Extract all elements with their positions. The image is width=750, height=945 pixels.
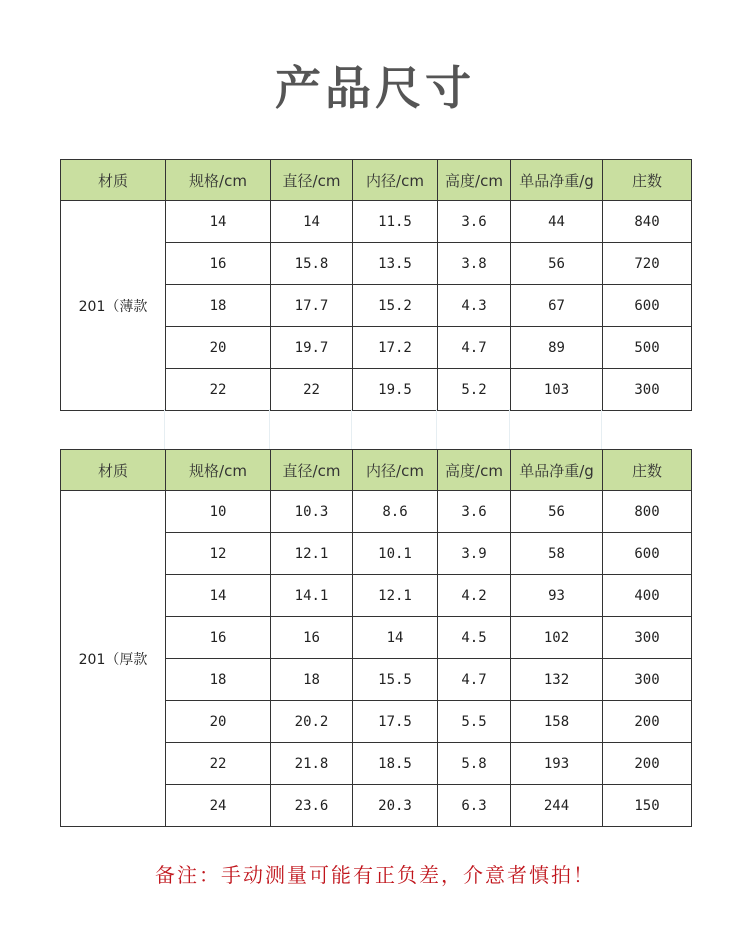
inner-diameter-cell: 20.3 bbox=[353, 785, 438, 827]
header-pack-count: 庄数 bbox=[603, 160, 692, 201]
pack-count-cell: 840 bbox=[603, 201, 692, 243]
height-cell: 5.2 bbox=[438, 369, 511, 411]
header-height: 高度/cm bbox=[438, 450, 511, 491]
pack-count-cell: 720 bbox=[603, 243, 692, 285]
gap-cell bbox=[270, 409, 352, 450]
net-weight-cell: 67 bbox=[511, 285, 603, 327]
pack-count-cell: 500 bbox=[603, 327, 692, 369]
diameter-cell: 23.6 bbox=[271, 785, 353, 827]
table-header-row bbox=[61, 160, 692, 201]
header-material: 材质 bbox=[61, 160, 166, 201]
size-cell: 24 bbox=[166, 785, 271, 827]
net-weight-cell: 132 bbox=[511, 659, 603, 701]
diameter-cell: 12.1 bbox=[271, 533, 353, 575]
size-cell: 22 bbox=[166, 369, 271, 411]
net-weight-cell: 158 bbox=[511, 701, 603, 743]
header-size: 规格/cm bbox=[166, 450, 271, 491]
size-cell: 18 bbox=[166, 659, 271, 701]
table-row bbox=[61, 491, 692, 533]
height-cell: 3.6 bbox=[438, 201, 511, 243]
footnote: 备注：手动测量可能有正负差，介意者慎拍！ bbox=[155, 863, 595, 887]
size-cell: 20 bbox=[166, 327, 271, 369]
inner-diameter-cell: 19.5 bbox=[353, 369, 438, 411]
header-size: 规格/cm bbox=[166, 160, 271, 201]
header-diameter: 直径/cm bbox=[271, 450, 353, 491]
pack-count-cell: 600 bbox=[603, 285, 692, 327]
material-cell: 201（薄款 bbox=[61, 201, 166, 411]
net-weight-cell: 44 bbox=[511, 201, 603, 243]
height-cell: 5.8 bbox=[438, 743, 511, 785]
height-cell: 4.5 bbox=[438, 617, 511, 659]
gap-cell bbox=[602, 409, 691, 450]
size-cell: 16 bbox=[166, 617, 271, 659]
size-cell: 14 bbox=[166, 575, 271, 617]
inner-diameter-cell: 18.5 bbox=[353, 743, 438, 785]
pack-count-cell: 200 bbox=[603, 743, 692, 785]
diameter-cell: 18 bbox=[271, 659, 353, 701]
height-cell: 5.5 bbox=[438, 701, 511, 743]
gap-cell bbox=[60, 409, 165, 450]
diameter-cell: 21.8 bbox=[271, 743, 353, 785]
diameter-cell: 10.3 bbox=[271, 491, 353, 533]
table-row bbox=[61, 201, 692, 243]
net-weight-cell: 89 bbox=[511, 327, 603, 369]
inner-diameter-cell: 14 bbox=[353, 617, 438, 659]
pack-count-cell: 300 bbox=[603, 659, 692, 701]
header-material: 材质 bbox=[61, 450, 166, 491]
net-weight-cell: 244 bbox=[511, 785, 603, 827]
inner-diameter-cell: 12.1 bbox=[353, 575, 438, 617]
inner-diameter-cell: 11.5 bbox=[353, 201, 438, 243]
size-cell: 16 bbox=[166, 243, 271, 285]
pack-count-cell: 600 bbox=[603, 533, 692, 575]
height-cell: 4.3 bbox=[438, 285, 511, 327]
header-net-weight: 单品净重/g bbox=[511, 160, 603, 201]
net-weight-cell: 103 bbox=[511, 369, 603, 411]
size-cell: 22 bbox=[166, 743, 271, 785]
header-net-weight: 单品净重/g bbox=[511, 450, 603, 491]
size-cell: 20 bbox=[166, 701, 271, 743]
diameter-cell: 22 bbox=[271, 369, 353, 411]
table-gap bbox=[60, 409, 691, 450]
inner-diameter-cell: 13.5 bbox=[353, 243, 438, 285]
net-weight-cell: 56 bbox=[511, 491, 603, 533]
inner-diameter-cell: 10.1 bbox=[353, 533, 438, 575]
net-weight-cell: 58 bbox=[511, 533, 603, 575]
diameter-cell: 17.7 bbox=[271, 285, 353, 327]
size-cell: 14 bbox=[166, 201, 271, 243]
height-cell: 4.7 bbox=[438, 659, 511, 701]
inner-diameter-cell: 15.5 bbox=[353, 659, 438, 701]
height-cell: 4.2 bbox=[438, 575, 511, 617]
gap-cell bbox=[510, 409, 602, 450]
size-cell: 18 bbox=[166, 285, 271, 327]
net-weight-cell: 193 bbox=[511, 743, 603, 785]
inner-diameter-cell: 15.2 bbox=[353, 285, 438, 327]
pack-count-cell: 400 bbox=[603, 575, 692, 617]
pack-count-cell: 200 bbox=[603, 701, 692, 743]
size-table-thick bbox=[60, 449, 692, 827]
size-table-thin bbox=[60, 159, 692, 411]
pack-count-cell: 300 bbox=[603, 369, 692, 411]
net-weight-cell: 56 bbox=[511, 243, 603, 285]
header-inner-diameter: 内径/cm bbox=[353, 160, 438, 201]
diameter-cell: 14 bbox=[271, 201, 353, 243]
gap-cell bbox=[352, 409, 437, 450]
inner-diameter-cell: 17.2 bbox=[353, 327, 438, 369]
height-cell: 3.9 bbox=[438, 533, 511, 575]
height-cell: 3.6 bbox=[438, 491, 511, 533]
diameter-cell: 16 bbox=[271, 617, 353, 659]
header-inner-diameter: 内径/cm bbox=[353, 450, 438, 491]
header-height: 高度/cm bbox=[438, 160, 511, 201]
table-header-row bbox=[61, 450, 692, 491]
pack-count-cell: 300 bbox=[603, 617, 692, 659]
pack-count-cell: 150 bbox=[603, 785, 692, 827]
diameter-cell: 15.8 bbox=[271, 243, 353, 285]
header-diameter: 直径/cm bbox=[271, 160, 353, 201]
diameter-cell: 14.1 bbox=[271, 575, 353, 617]
inner-diameter-cell: 8.6 bbox=[353, 491, 438, 533]
gap-cell bbox=[165, 409, 270, 450]
page-title: 产品尺寸 bbox=[275, 61, 475, 115]
height-cell: 6.3 bbox=[438, 785, 511, 827]
gap-cell bbox=[437, 409, 510, 450]
inner-diameter-cell: 17.5 bbox=[353, 701, 438, 743]
net-weight-cell: 102 bbox=[511, 617, 603, 659]
diameter-cell: 20.2 bbox=[271, 701, 353, 743]
size-cell: 10 bbox=[166, 491, 271, 533]
header-pack-count: 庄数 bbox=[603, 450, 692, 491]
size-cell: 12 bbox=[166, 533, 271, 575]
height-cell: 4.7 bbox=[438, 327, 511, 369]
material-cell: 201（厚款 bbox=[61, 491, 166, 827]
pack-count-cell: 800 bbox=[603, 491, 692, 533]
height-cell: 3.8 bbox=[438, 243, 511, 285]
diameter-cell: 19.7 bbox=[271, 327, 353, 369]
net-weight-cell: 93 bbox=[511, 575, 603, 617]
